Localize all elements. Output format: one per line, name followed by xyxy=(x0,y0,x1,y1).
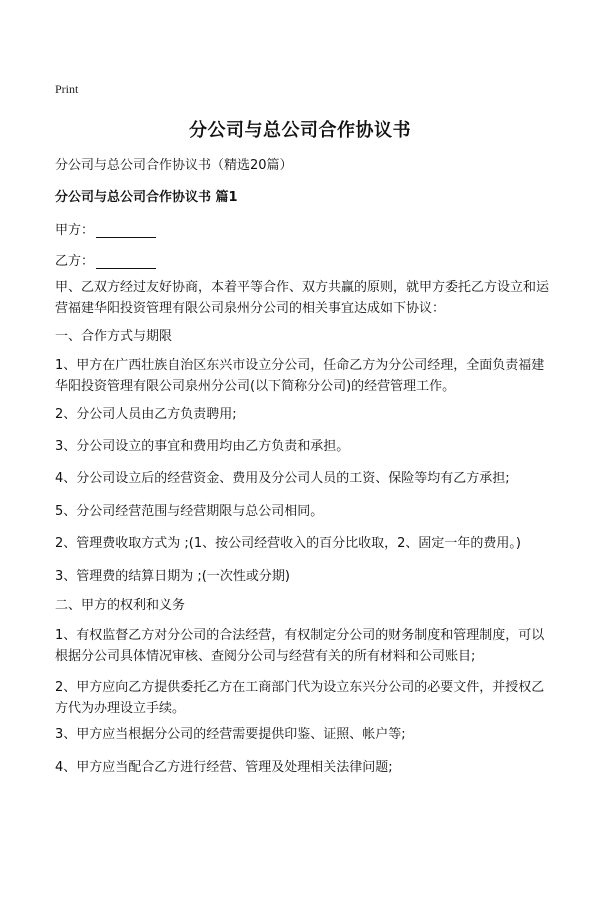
print-label: Print xyxy=(55,82,79,96)
paragraph: 2、分公司人员由乙方负责聘用; xyxy=(55,407,237,422)
document-title: 分公司与总公司合作协议书 xyxy=(189,120,411,141)
paragraph: 甲、乙双方经过友好协商，本着平等合作、双方共赢的原则，就甲方委托乙方设立和运营福建华阳投资管理有限公司泉州分公司的相关事宜达成如下协议： xyxy=(55,280,550,316)
paragraph: 5、分公司经营范围与经营期限与总公司相同。 xyxy=(55,504,324,519)
paragraph: 3、管理费的结算日期为 ;(一次性或分期) xyxy=(55,569,290,584)
party-a-line xyxy=(55,219,156,238)
paragraph: 2、管理费收取方式为 ;(1、按公司经营收入的百分比收取，2、固定一年的费用。) xyxy=(55,536,521,551)
party-a-label: 甲方： xyxy=(55,223,95,238)
paragraph: 一、合作方式与期限 xyxy=(55,329,173,344)
paragraph: 3、分公司设立的事宜和费用均由乙方负责和承担。 xyxy=(55,439,350,454)
paragraph: 4、甲方应当配合乙方进行经营、管理及处理相关法律问题; xyxy=(55,760,393,775)
paragraph: 1、甲方在广西壮族自治区东兴市设立分公司，任命乙方为分公司经理，全面负责福建华阳投资管理有限公司泉州分公司(以下简称分公司)的经营管理工作。 xyxy=(55,358,545,394)
paragraph: 4、分公司设立后的经营资金、费用及分公司人员的工资、保险等均有乙方承担; xyxy=(55,471,510,486)
party-b-blank xyxy=(96,255,156,269)
party-b-label: 乙方： xyxy=(55,254,95,269)
paragraph: 二、甲方的权利和义务 xyxy=(55,598,186,613)
paragraph: 3、甲方应当根据分公司的经营需要提供印鉴、证照、帐户等; xyxy=(55,727,406,742)
document-subtitle: 分公司与总公司合作协议书（精选20篇） xyxy=(55,158,293,173)
party-a-blank xyxy=(96,224,156,238)
paragraph: 1、有权监督乙方对分公司的合法经营，有权制定分公司的财务制度和管理制度，可以根据分公司具体情况审核、查阅分公司与经营有关的所有材料和公司账目; xyxy=(55,628,545,664)
party-b-line xyxy=(55,250,156,269)
section-heading: 分公司与总公司合作协议书 篇1 xyxy=(55,190,238,205)
paragraph: 2、甲方应向乙方提供委托乙方在工商部门代为设立东兴分公司的必要文件，并授权乙方代为办理设立手续。 xyxy=(55,680,545,716)
